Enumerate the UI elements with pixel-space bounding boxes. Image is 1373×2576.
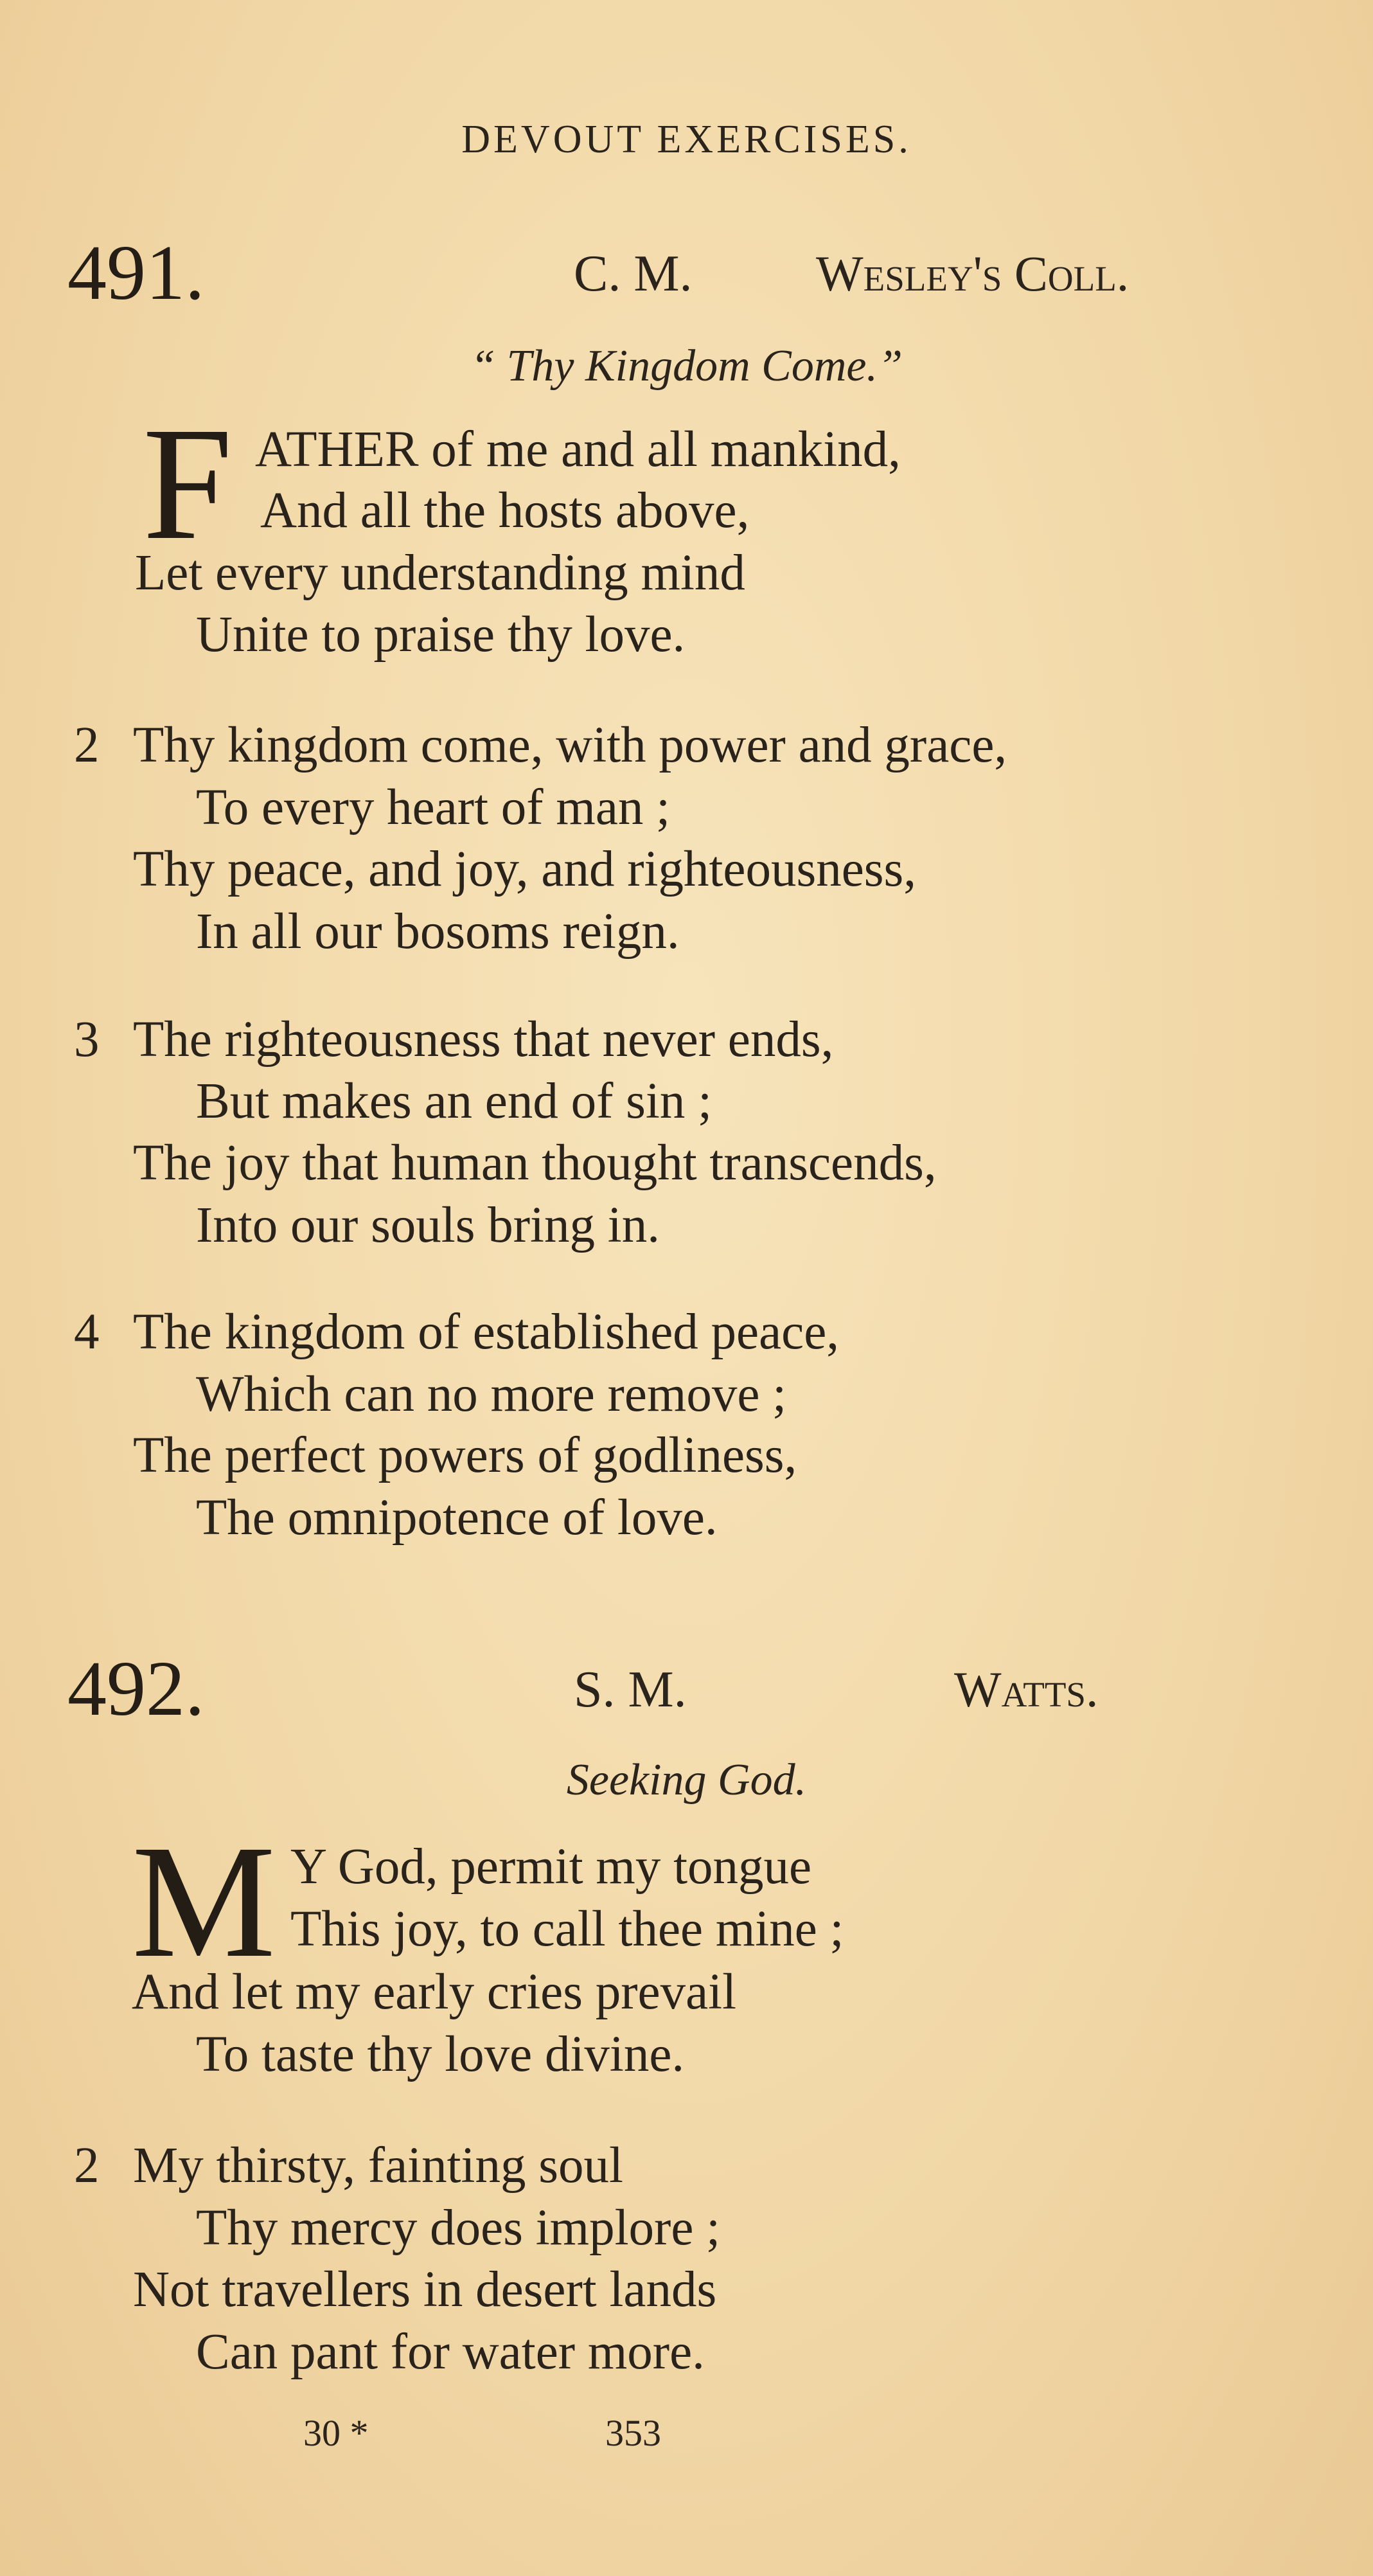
verse-line: In all our bosoms reign. (196, 904, 680, 960)
verse-line: Unite to praise thy love. (196, 607, 686, 663)
verse-line: This joy, to call thee mine ; (290, 1901, 844, 1957)
hymn-number: 492. (67, 1645, 205, 1732)
verse-number: 2 (74, 717, 100, 773)
verse-line: The kingdom of established peace, (133, 1304, 840, 1360)
verse-line: Thy kingdom come, with power and grace, (133, 717, 1007, 773)
verse-line: My thirsty, fainting soul (133, 2138, 623, 2194)
verse-line: Into our souls bring in. (196, 1197, 660, 1253)
hymn-meter: S. M. (574, 1661, 687, 1718)
verse-line: Can pant for water more. (196, 2324, 705, 2380)
verse-line: And let my early cries prevail (132, 1964, 737, 2020)
verse-line: But makes an end of sin ; (196, 1073, 713, 1129)
hymn-492-heading (0, 1644, 1373, 1734)
verse-line: Which can no more remove ; (196, 1366, 787, 1422)
hymn-author: Wesley's Coll. (816, 246, 1129, 301)
signature-mark: 30 * (303, 2412, 369, 2454)
verse-line: The omnipotence of love. (196, 1490, 718, 1546)
verse-line: And all the hosts above, (260, 483, 750, 539)
verse-line: The righteousness that never ends, (133, 1012, 834, 1068)
verse-line: The perfect powers of godliness, (133, 1427, 797, 1483)
verse-line: To every heart of man ; (196, 780, 671, 836)
hymn-491-heading (0, 228, 1373, 318)
drop-cap: M (132, 1811, 276, 1991)
verse-line: ATHER of me and all mankind, (255, 422, 901, 478)
verse-number: 3 (74, 1012, 100, 1068)
verse-line: The joy that human thought transcends, (133, 1135, 937, 1191)
hymn-title: “ Thy Kingdom Come.” (470, 341, 903, 391)
verse-line: Not travellers in desert lands (133, 2262, 717, 2318)
verse-line: Let every understanding mind (135, 545, 745, 601)
hymn-title: Seeking God. (566, 1755, 807, 1805)
verse-line: Thy mercy does implore ; (196, 2200, 721, 2256)
hymn-meter: C. M. (574, 246, 693, 302)
verse-line: Thy peace, and joy, and righteousness, (133, 841, 917, 897)
verse-line: Y God, permit my tongue (290, 1839, 812, 1895)
running-header: DEVOUT EXERCISES. (461, 118, 912, 161)
hymn-number: 491. (67, 229, 205, 316)
page-number: 353 (605, 2412, 661, 2454)
hymn-author: Watts. (954, 1661, 1099, 1717)
drop-cap: F (143, 393, 233, 573)
verse-number: 4 (74, 1304, 100, 1360)
verse-number: 2 (74, 2138, 100, 2194)
verse-line: To taste thy love divine. (196, 2026, 685, 2082)
